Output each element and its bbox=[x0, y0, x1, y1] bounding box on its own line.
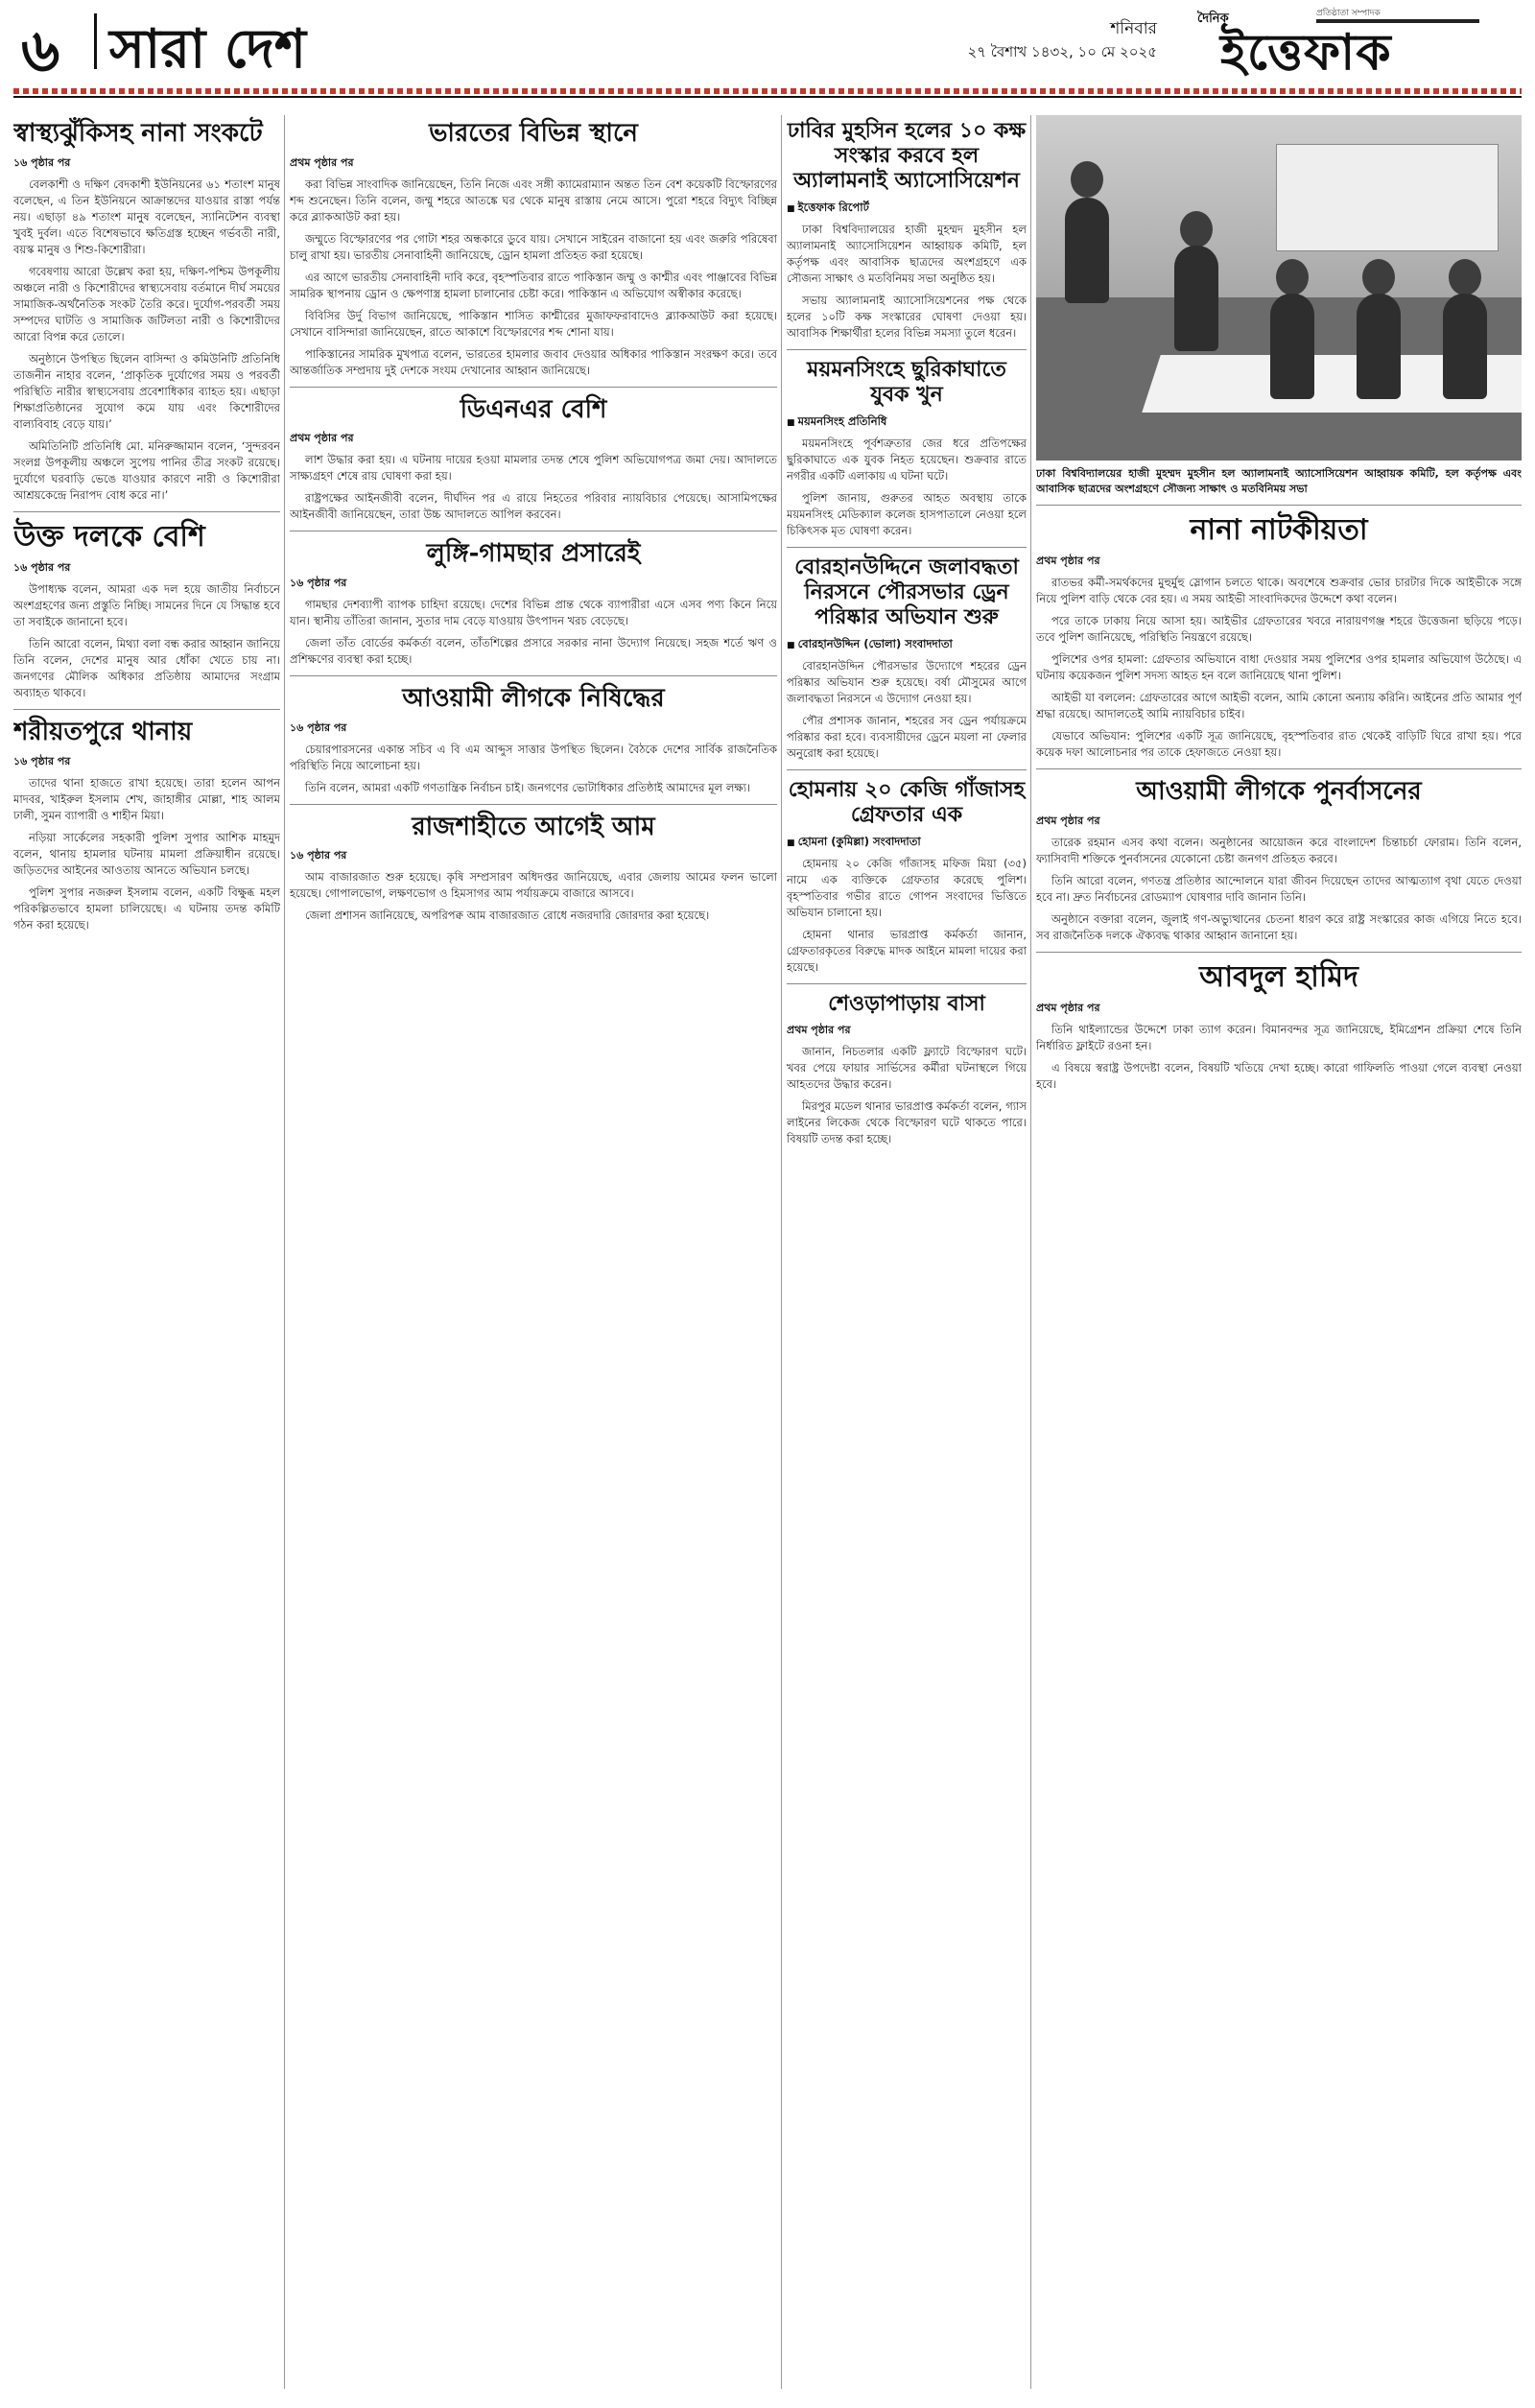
continuation-note: ১৬ পৃষ্ঠার পর bbox=[290, 577, 347, 590]
continuation-note: প্রথম পৃষ্ঠার পর bbox=[290, 155, 354, 169]
article-paragraph: জেলা প্রশাসন জানিয়েছে, অপরিপক্ব আম বাজারজাত রোধে নজরদারি জোরদার করা হয়েছে। bbox=[305, 909, 710, 923]
article-dna bbox=[290, 395, 777, 524]
continuation-note: ১৬ পৃষ্ঠার পর bbox=[13, 754, 71, 767]
article-awami-ban bbox=[290, 684, 777, 796]
article-paragraph: তিনি আরো বলেন, গণতন্ত্র প্রতিষ্ঠার আন্দোলনে যারা জীবন দিয়েছেন তাদের আত্মত্যাগ বৃথা যেতে দেওয়া হবে না। দ্রুত নির্বাচনের রোডম্যাপ ঘোষণার দাবি জানান তিনি। bbox=[1036, 874, 1522, 905]
article-rajshahi-mango bbox=[290, 813, 777, 925]
article-paragraph: জেলা তাঁত বোর্ডের কর্মকর্তা বলেন, তাঁতশিল্পের প্রসারে সরকার নানা উদ্যোগ নিয়েছে। সহজ শর্তে ঋণ ও প্রশিক্ষণের ব্যবস্থা করা হচ্ছে। bbox=[290, 636, 777, 667]
date-block bbox=[968, 17, 1157, 63]
article-paragraph: অনুষ্ঠানে উপস্থিত ছিলেন বাসিন্দা ও কমিউনিটি প্রতিনিধি তাজনীন নাহার বলেন, ‘প্রাকৃতিক দুর্যোগের সময় ও পরবর্তী পরিস্থিতি নারীর স্বাস্থ্যসেবায় প্রবেশাধিকার ব্যাহত হয়। এছাড়া শিক্ষাপ্রতিষ্ঠানের সুযোগ কমে যায় এবং কিশোরীদের বাল্যবিবাহ বেড়ে যায়।’ bbox=[13, 351, 280, 431]
continuation-note: ১৬ পৃষ্ঠার পর bbox=[13, 155, 71, 169]
article-paragraph: আম বাজারজাত শুরু হয়েছে। কৃষি সম্প্রসারণ অধিদপ্তর জানিয়েছে, এবার জেলায় আমের ফলন ভালো হয়েছে। গোপালভোগ, লক্ষণভোগ ও হিমসাগর আম পর্যায়ক্রমে বাজারে আসবে। bbox=[290, 870, 777, 901]
article-paragraph: জম্মুতে বিস্ফোরণের পর গোটা শহর অন্ধকারে ডুবে যায়। সেখানে সাইরেন বাজানো হয় এবং জরুরি পরিষেবা চালু রাখা হয়। ভারতীয় সেনাবাহিনী জানিয়েছে, ড্রোন হামলা প্রতিহত করা হয়েছে। bbox=[290, 231, 777, 262]
article-paragraph: গামছার দেশব্যাপী ব্যাপক চাহিদা রয়েছে। দেশের বিভিন্ন প্রান্ত থেকে ব্যাপারীরা এসে এসব পণ্য কিনে নিয়ে যান। স্থানীয় তাঁতিরা জানান, সুতার দাম বেড়ে যাওয়ায় উৎপাদন খরচ বেড়েছে। bbox=[290, 598, 777, 628]
person-figure bbox=[1270, 294, 1314, 399]
masthead-rule bbox=[13, 96, 1522, 98]
section-title: সারা দেশ bbox=[109, 17, 307, 81]
continuation-note: ১৬ পৃষ্ঠার পর bbox=[13, 561, 71, 575]
continuation-note: ১৬ পৃষ্ঠার পর bbox=[290, 720, 347, 734]
continuation-note: প্রথম পৃষ্ঠার পর bbox=[290, 432, 354, 445]
byline: ■ ময়মনসিংহ প্রতিনিধি bbox=[787, 413, 1027, 432]
article-divider bbox=[787, 769, 1027, 770]
logo-name: ইত্তেফাক bbox=[1220, 23, 1392, 82]
article-paragraph: পৌর প্রশাসক জানান, শহরের সব ড্রেন পর্যায়ক্রমে পরিষ্কার করা হবে। ব্যবসায়ীদের ড্রেনে ময়লা না ফেলার অনুরোধ করা হয়েছে। bbox=[787, 713, 1027, 760]
article-paragraph: আইভী যা বললেন: গ্রেফতারের আগে আইভী বলেন, আমি কোনো অন্যায় করিনি। আইনের প্রতি আমার পূর্ণ শ্রদ্ধা রয়েছে। আদালতেই আমি ন্যায়বিচার চাইব। bbox=[1036, 691, 1522, 721]
article-paragraph: গবেষণায় আরো উল্লেখ করা হয়, দক্ষিণ-পশ্চিম উপকূলীয় অঞ্চলে নারী ও কিশোরীদের স্বাস্থ্যসেবায় বর্তমানে দীর্ঘ সময়ের সামাজিক-অর্থনৈতিক সংকট তৈরি করে। দুর্যোগ-পরবর্তী সময় সম্পদের ঘাটতি ও সামাজিক জটিলতা নারী ও কিশোরীদের আরো বিপন্ন করে তোলে। bbox=[13, 264, 280, 343]
article-headline: বোরহানউদ্দিনে জলাবদ্ধতা নিরসনে পৌরসভার ড্রেন পরিষ্কার অভিযান শুরু bbox=[794, 554, 1019, 629]
article-headline: নানা নাটকীয়তা bbox=[1190, 513, 1368, 547]
photo-banner bbox=[1276, 144, 1499, 251]
article-borhanuddin bbox=[787, 555, 1027, 762]
person-figure bbox=[1065, 198, 1109, 303]
article-paragraph: হোমনায় ২০ কেজি গাঁজাসহ মফিজ মিয়া (৩৫) নামে এক ব্যক্তিকে গ্রেফতার করেছে পুলিশ। বৃহস্পতিবার গভীর রাতে গোপন সংবাদের ভিত্তিতে অভিযান চালানো হয়। bbox=[787, 856, 1027, 919]
article-india bbox=[290, 119, 777, 379]
article-paragraph: এর আগে ভারতীয় সেনাবাহিনী দাবি করে, বৃহস্পতিবার রাতে পাকিস্তান জম্মু ও কাশ্মীর এবং পাঞ্জাবের বিভিন্ন সামরিক স্থাপনায় ড্রোন ও ক্ষেপণাস্ত্র হামলা চালানোর চেষ্টা করে। পাকিস্তান এ অভিযোগ অস্বীকার করেছে। bbox=[290, 270, 777, 300]
article-paragraph: মিরপুর মডেল থানার ভারপ্রাপ্ত কর্মকর্তা বলেন, গ্যাস লাইনের লিকেজ থেকে বিস্ফোরণ ঘটে থাকতে পারে। বিষয়টি তদন্ত করা হচ্ছে। bbox=[787, 1099, 1027, 1146]
article-lungi-gamchha bbox=[290, 539, 777, 668]
article-headline: ময়মনসিংহে ছুরিকাঘাতে যুবক খুন bbox=[807, 356, 1006, 407]
article-divider bbox=[1036, 952, 1522, 953]
article-headline: ডিএনএর বেশি bbox=[460, 394, 607, 424]
article-headline: স্বাস্থ্যঝুঁকিসহ নানা সংকটে bbox=[13, 119, 263, 148]
issue-day: শনিবার bbox=[1110, 19, 1157, 38]
article-divider bbox=[1036, 505, 1522, 506]
person-head bbox=[1180, 211, 1213, 248]
column-3 bbox=[787, 115, 1027, 1153]
article-divider bbox=[290, 387, 777, 388]
article-paragraph: তারেক রহমান এসব কথা বলেন। অনুষ্ঠানের আয়োজন করে বাংলাদেশ চিন্তাচর্চা ফোরাম। তিনি বলেন, ফ্যাসিবাদী শক্তিকে পুনর্বাসনের যেকোনো চেষ্টা জনগণ প্রতিহত করবে। bbox=[1036, 836, 1522, 866]
masthead-divider bbox=[94, 13, 97, 69]
person-figure bbox=[1174, 246, 1218, 351]
page-number: ৬ bbox=[21, 15, 60, 85]
article-paragraph: রাষ্ট্রপক্ষের আইনজীবী বলেন, দীর্ঘদিন পর এ রায়ে নিহতের পরিবার ন্যায়বিচার পেয়েছে। আসামিপক্ষের আইনজীবী জানিয়েছেন, তারা উচ্চ আদালতে আপিল করবেন। bbox=[290, 491, 777, 522]
column-4 bbox=[1036, 115, 1522, 1098]
article-shariatpur bbox=[13, 718, 280, 933]
article-headline: হোমনায় ২০ কেজি গাঁজাসহ গ্রেফতার এক bbox=[788, 776, 1026, 827]
column-1 bbox=[13, 115, 280, 939]
article-paragraph: হোমনা থানার ভারপ্রাপ্ত কর্মকর্তা জানান, গ্রেফতারকৃতের বিরুদ্ধে মাদক আইনে মামলা দায়ের করা হয়েছে। bbox=[787, 927, 1027, 974]
article-homna bbox=[787, 778, 1027, 976]
article-paragraph: করা বিভিন্ন সাংবাদিক জানিয়েছেন, তিনি নিজে এবং সঙ্গী ক্যামেরাম্যান অন্তত তিন বেশ কয়েকটি বিস্ফোরণের শব্দ শুনেছেন। তিনি বলেন, জম্মু শহরে আতঙ্কে ঘর থেকে মানুষ রাস্তায় নেমে আসে। পুরো শহরে বিদ্যুৎ বিচ্ছিন্ন করে ব্ল্যাকআউট করা হয়। bbox=[290, 177, 777, 224]
article-paragraph: পাকিস্তানের সামরিক মুখপাত্র বলেন, ভারতের হামলার জবাব দেওয়ার অধিকার পাকিস্তান সংরক্ষণ করে। তবে আন্তর্জাতিক সম্প্রদায় দুই দেশকে সংযম দেখানোর আহ্বান জানিয়েছে। bbox=[290, 346, 777, 377]
article-headline: শরীয়তপুরে থানায় bbox=[13, 718, 193, 747]
byline: ■ ইত্তেফাক রিপোর্ট bbox=[787, 200, 1027, 218]
continuation-note: প্রথম পৃষ্ঠার পর bbox=[1036, 814, 1100, 828]
article-paragraph: তিনি বলেন, আমরা একটি গণতান্ত্রিক নির্বাচন চাই। জনগণের ভোটাধিকার প্রতিষ্ঠাই আমাদের মূল লক্ষ্য। bbox=[305, 780, 751, 794]
article-headline: ভারতের বিভিন্ন স্থানে bbox=[429, 119, 638, 148]
article-paragraph: নড়িয়া সার্কেলের সহকারী পুলিশ সুপার আশিক মাহমুদ বলেন, থানায় হামলার ঘটনায় মামলা প্রক্রিয়াধীন রয়েছে। জড়িতদের আইনের আওতায় আনতে অভিযান চলছে। bbox=[13, 830, 280, 877]
column-rule bbox=[781, 115, 782, 2389]
continuation-note: প্রথম পৃষ্ঠার পর bbox=[787, 1024, 851, 1037]
article-headline: আওয়ামী লীগকে নিষিদ্ধের bbox=[402, 684, 665, 714]
article-paragraph: ঢাকা বিশ্ববিদ্যালয়ের হাজী মুহম্মদ মুহসীন হল অ্যালামনাই অ্যাসোসিয়েশন আহ্বায়ক কমিটি, হল কর্তৃপক্ষ এবং আবাসিক ছাত্রদের অংশগ্রহণে এক সৌজন্য সাক্ষাৎ ও মতবিনিময় সভা অনুষ্ঠিত হয়। bbox=[787, 222, 1027, 285]
article-divider bbox=[1036, 768, 1522, 769]
article-paragraph: অমিতিনিটি প্রতিনিধি মো. মনিরুজ্জামান বলেন, ‘সুন্দরবন সংলগ্ন উপকূলীয় অঞ্চলে সুপেয় পানির তীব্র সংকট রয়েছে। দুর্যোগে ঘরবাড়ি ভেঙে যাওয়ার কারণে নারী ও কিশোরীরা আশ্রয়কেন্দ্রে নিরাপদ বোধ করে না।’ bbox=[13, 438, 280, 502]
byline: ■ হোমনা (কুমিল্লা) সংবাদদাতা bbox=[787, 834, 1027, 852]
photo-caption: ঢাকা বিশ্ববিদ্যালয়ের হাজী মুহম্মদ মুহসীন হল অ্যালামনাই অ্যাসোসিয়েশন আহ্বায়ক কমিটি, হল কর্তৃপক্ষ এবং আবাসিক ছাত্রদের অংশগ্রহণে সৌজন্য সাক্ষাৎ ও মতবিনিময় সভা bbox=[1036, 467, 1522, 495]
column-2 bbox=[290, 115, 777, 930]
continuation-note: প্রথম পৃষ্ঠার পর bbox=[1036, 1002, 1100, 1015]
article-paragraph: পরে তাকে ঢাকায় নিয়ে আসা হয়। আইভীর গ্রেফতারের খবরে নারায়ণগঞ্জ শহরে উত্তেজনা ছড়িয়ে পড়ে। তবে পুলিশ জানিয়েছে, পরিস্থিতি নিয়ন্ত্রণে রয়েছে। bbox=[1036, 614, 1522, 645]
article-paragraph: পুলিশ জানায়, গুরুতর আহত অবস্থায় তাকে ময়মনসিংহ মেডিক্যাল কলেজ হাসপাতালে নেওয়া হলে চিকিৎসক মৃত ঘোষণা করেন। bbox=[787, 490, 1027, 537]
article-headline: রাজশাহীতে আগেই আম bbox=[412, 812, 655, 841]
article-headline: উক্ত দলকে বেশি bbox=[13, 519, 205, 554]
article-paragraph: বোরহানউদ্দিন পৌরসভার উদ্যোগে শহরের ড্রেন পরিষ্কার অভিযান শুরু হয়েছে। বর্ষা মৌসুমের আগে জলাবদ্ধতা নিরসনে এ উদ্যোগ নেওয়া হয়। bbox=[787, 658, 1027, 705]
masthead bbox=[13, 0, 1522, 88]
article-paragraph: এ বিষয়ে স্বরাষ্ট্র উপদেষ্টা বলেন, বিষয়টি খতিয়ে দেখা হচ্ছে। কারো গাফিলতি পাওয়া গেলে ব্যবস্থা নেওয়া হবে। bbox=[1036, 1061, 1522, 1092]
article-muhsin-hall bbox=[787, 119, 1027, 342]
article-natokiyota bbox=[1036, 513, 1522, 761]
article-paragraph: যেভাবে অভিযান: পুলিশের একটি সূত্র জানিয়েছে, বৃহস্পতিবার রাত থেকেই বাড়িটি ঘিরে রাখা হয়। পরে কয়েক দফা আলোচনার পর তাকে হেফাজতে নেওয়া হয়। bbox=[1036, 729, 1522, 760]
article-divider bbox=[13, 709, 280, 710]
article-headline: লুঙ্গি-গামছার প্রসারেই bbox=[426, 539, 641, 569]
article-paragraph: বিবিসির উর্দু বিভাগ জানিয়েছে, পাকিস্তান শাসিত কাশ্মীরের মুজাফফরাবাদেও ব্ল্যাকআউট করা হয়েছে। সেখানে বাসিন্দারা জানিয়েছেন, রাতে আকাশে বিস্ফোরণের শব্দ শোনা যায়। bbox=[290, 308, 777, 339]
article-paragraph: রাতভর কর্মী-সমর্থকদের মুহুর্মুহু স্লোগান চলতে থাকে। অবশেষে শুক্রবার ভোর চারটার দিকে আইভীকে সঙ্গে নিয়ে পুলিশ বাড়ি থেকে বের হয়। এ সময় আইভী সাংবাদিকদের উদ্দেশে কথা বলেন। bbox=[1036, 576, 1522, 606]
masthead-dotted-rule bbox=[13, 88, 1522, 94]
article-divider bbox=[13, 511, 280, 512]
article-paragraph: তিনি থাইল্যান্ডের উদ্দেশে ঢাকা ত্যাগ করেন। বিমানবন্দর সূত্র জানিয়েছে, ইমিগ্রেশন প্রক্রিয়া শেষে তিনি নির্ধারিত ফ্লাইটে রওনা হন। bbox=[1036, 1023, 1522, 1053]
newspaper-logo bbox=[1195, 4, 1483, 82]
article-divider bbox=[290, 804, 777, 805]
logo-tagline: প্রতিষ্ঠাতা সম্পাদক bbox=[1316, 9, 1381, 18]
meeting-photo bbox=[1036, 115, 1522, 460]
article-headline: শেওড়াপাড়ায় বাসা bbox=[828, 990, 985, 1016]
article-paragraph: তিনি আরো বলেন, মিথ্যা বলা বন্ধ করার আহ্বান জানিয়ে তিনি বলেন, দেশের মানুষ আর ধোঁকা খেতে চায় না। জনগণের মৌলিক অধিকার প্রতিষ্ঠায় আমাদের সংগ্রাম অব্যাহত থাকবে। bbox=[13, 637, 280, 700]
column-rule bbox=[1030, 115, 1031, 2389]
article-abdul-hamid bbox=[1036, 960, 1522, 1093]
person-head bbox=[1362, 259, 1395, 295]
article-paragraph: ময়মনসিংহে পূর্বশত্রুতার জের ধরে প্রতিপক্ষের ছুরিকাঘাতে এক যুবক নিহত হয়েছেন। শুক্রবার রাতে নগরীর একটি এলাকায় এ ঘটনা ঘটে। bbox=[787, 436, 1027, 483]
article-health-risk bbox=[13, 119, 280, 504]
article-paragraph: বেলকাশী ও দক্ষিণ বেদকাশী ইউনিয়নের ৬১ শতাংশ মানুষ বলেছেন, এ তিন ইউনিয়নে আক্রান্তদের যাওয়ার রাস্তা পর্যন্ত নয়। এছাড়া ৪৯ শতাংশ মানুষ বলেছেন, স্যানিটেশন ব্যবস্থা খুবই দুর্বল। এতে বিশেষভাবে ক্ষতিগ্রস্ত হচ্ছেন গর্ভবতী নারী, বয়স্ক মানুষ ও শিশু-কিশোরীরা। bbox=[13, 177, 280, 256]
article-paragraph: চেয়ারপারসনের একান্ত সচিব এ বি এম আব্দুস সাত্তার উপস্থিত ছিলেন। বৈঠকে দেশের সার্বিক রাজনৈতিক পরিস্থিতি নিয়ে আলোচনা হয়। bbox=[290, 742, 777, 772]
person-head bbox=[1449, 259, 1481, 295]
article-divider bbox=[290, 675, 777, 676]
article-rehabilitation bbox=[1036, 777, 1522, 944]
article-headline: ঢাবির মুহসিন হলের ১০ কক্ষ সংস্কার করবে হল অ্যালামনাই অ্যাসোসিয়েশন bbox=[787, 118, 1027, 193]
article-paragraph: পুলিশ সুপার নজরুল ইসলাম বলেন, একটি বিক্ষুব্ধ মহল পরিকল্পিতভাবে হামলা চালিয়েছে। এ ঘটনায় তদন্ত কমিটি গঠন করা হয়েছে। bbox=[13, 885, 280, 932]
person-figure bbox=[1443, 294, 1487, 399]
article-paragraph: লাশ উদ্ধার করা হয়। এ ঘটনায় দায়ের হওয়া মামলার তদন্ত শেষে পুলিশ অভিযোগপত্র জমা দেয়। আদালতে সাক্ষ্যগ্রহণ শেষে রায় ঘোষণা করা হয়। bbox=[290, 453, 777, 484]
person-head bbox=[1276, 259, 1309, 295]
continuation-note: ১৬ পৃষ্ঠার পর bbox=[290, 849, 347, 862]
article-paragraph: জানান, নিচতলার একটি ফ্ল্যাটে বিস্ফোরণ ঘটে। খবর পেয়ে ফায়ার সার্ভিসের কর্মীরা ঘটনাস্থলে গিয়ে আহতদের উদ্ধার করেন। bbox=[787, 1045, 1027, 1092]
article-mymensingh bbox=[787, 358, 1027, 539]
article-paragraph: অনুষ্ঠানে বক্তারা বলেন, জুলাই গণ-অভ্যুত্থানের চেতনা ধারণ করে রাষ্ট্র সংস্কারের কাজ এগিয়ে নিতে হবে। সব রাজনৈতিক দলকে ঐক্যবদ্ধ থাকার আহ্বান জানানো হয়। bbox=[1036, 912, 1522, 943]
continuation-note: প্রথম পৃষ্ঠার পর bbox=[1036, 555, 1100, 568]
issue-date: ২৭ বৈশাখ ১৪৩২, ১০ মে ২০২৫ bbox=[967, 43, 1157, 60]
article-divider bbox=[787, 349, 1027, 350]
article-paragraph: উপাধ্যক্ষ বলেন, আমরা এক দল হয়ে জাতীয় নির্বাচনে অংশগ্রহণের জন্য প্রস্তুতি নিচ্ছি। সামনের দিনে যে সিদ্ধান্ত হবে তা সবাইকে জানানো হবে। bbox=[13, 582, 280, 629]
article-paragraph: তাদের থানা হাজতে রাখা হয়েছে। তারা হলেন আপন মাদবর, খাইরুল ইসলাম শেখ, জাহাঙ্গীর মোল্লা, শাহ আলম ঢালী, সুমন ব্যাপারী ও শাহীন মিয়া। bbox=[13, 775, 280, 822]
article-paragraph: সভায় অ্যালামনাই অ্যাসোসিয়েশনের পক্ষ থেকে হলের ১০টি কক্ষ সংস্কারের ঘোষণা দেওয়া হয়। আবাসিক শিক্ষার্থীরা হলের বিভিন্ন সমস্যা তুলে ধরেন। bbox=[787, 293, 1027, 340]
article-headline: আওয়ামী লীগকে পুনর্বাসনের bbox=[1136, 777, 1422, 807]
logo-prefix: দৈনিক bbox=[1197, 12, 1229, 26]
article-headline: আবদুল হামিদ bbox=[1199, 960, 1358, 995]
article-paragraph: পুলিশের ওপর হামলা: গ্রেফতার অভিযানে বাধা দেওয়ার সময় পুলিশের ওপর হামলার অভিযোগ উঠেছে। এ ঘটনায় কয়েকজন পুলিশ সদস্য আহত হন বলে জানিয়েছে থানা পুলিশ। bbox=[1036, 652, 1522, 683]
article-shewrapara bbox=[787, 992, 1027, 1148]
article-divider bbox=[787, 547, 1027, 548]
column-rule bbox=[284, 115, 285, 2389]
article-divider bbox=[787, 983, 1027, 984]
article-party bbox=[13, 520, 280, 701]
person-figure bbox=[1357, 294, 1401, 399]
byline: ■ বোরহানউদ্দিন (ভোলা) সংবাদদাতা bbox=[787, 636, 1027, 654]
person-head bbox=[1071, 161, 1103, 198]
news-photo bbox=[1036, 115, 1522, 497]
